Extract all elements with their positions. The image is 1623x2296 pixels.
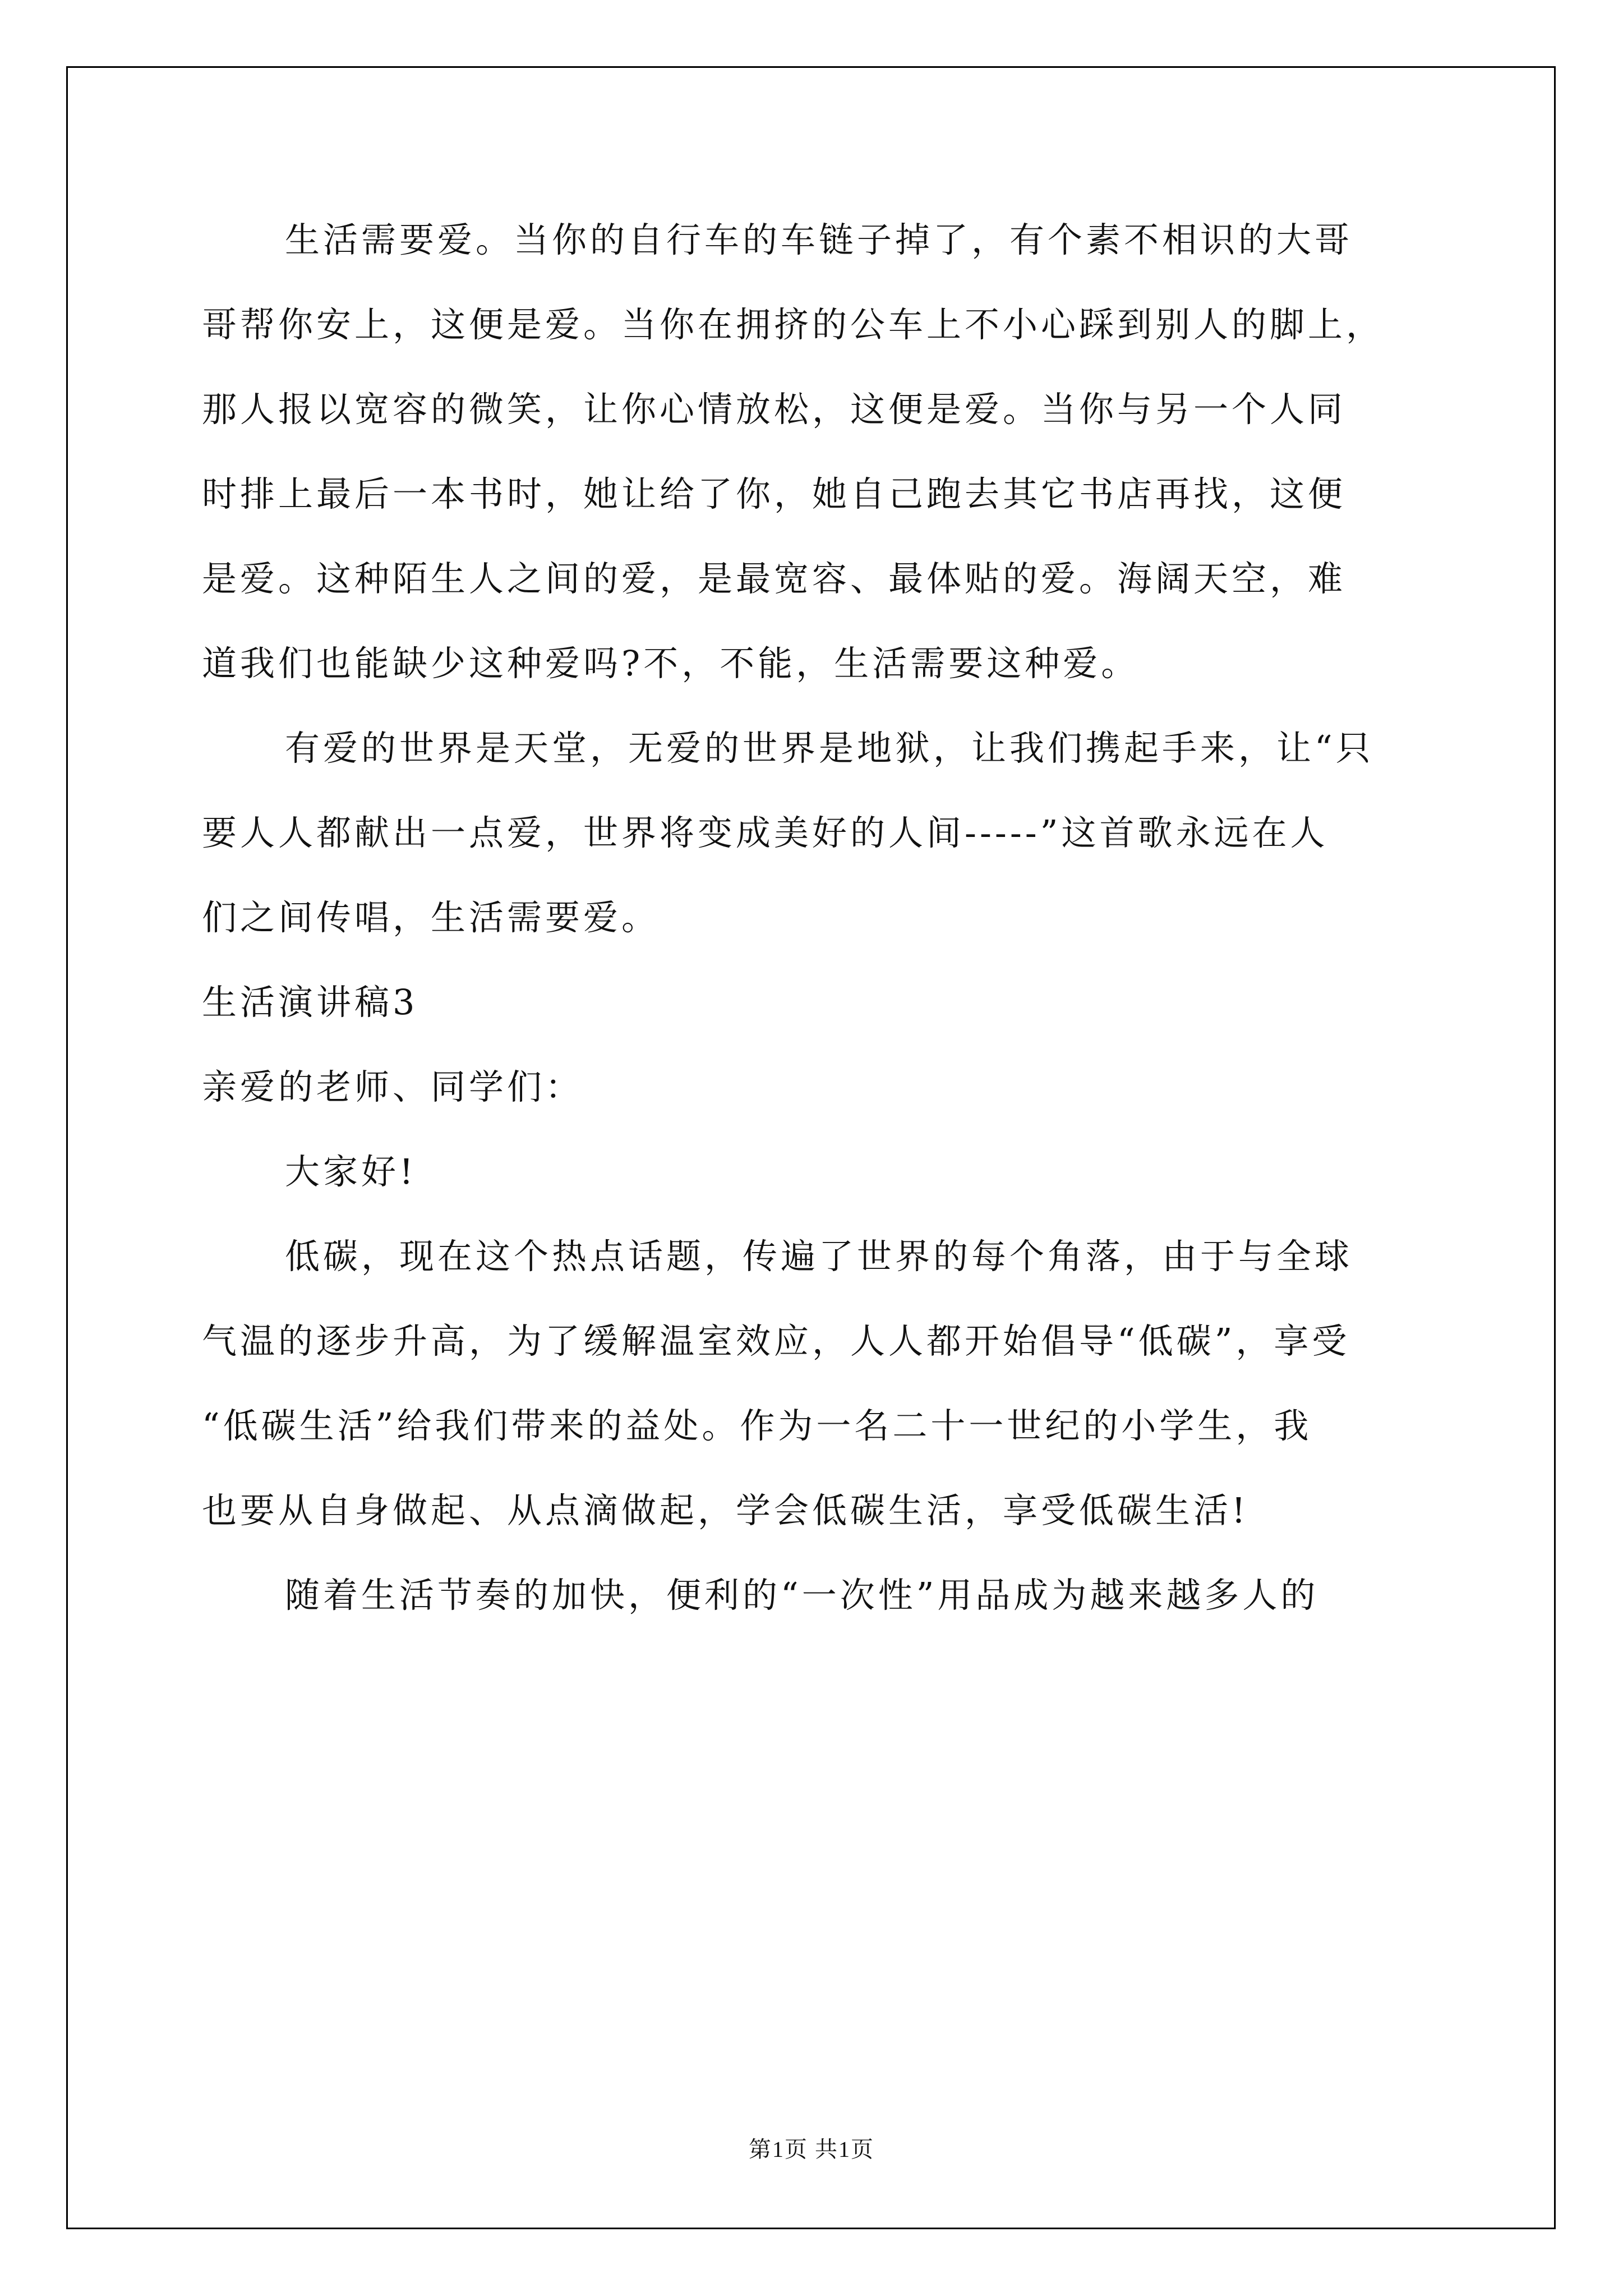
text-line: 们之间传唱，生活需要爱。: [202, 897, 660, 938]
salutation: 亲爱的老师、同学们：: [202, 1066, 584, 1107]
text-line: 生活需要爱。当你的自行车的车链子掉了，有个素不相识的大哥: [285, 219, 1353, 260]
section-heading: 生活演讲稿3: [202, 982, 418, 1023]
text-line: 低碳，现在这个热点话题，传遍了世界的每个角落，由于与全球: [285, 1236, 1353, 1277]
text-line: 哥帮你安上，这便是爱。当你在拥挤的公车上不小心踩到别人的脚上，: [202, 304, 1385, 345]
greeting: 大家好!: [285, 1151, 417, 1192]
text-line: “低碳生活”给我们带来的益处。作为一名二十一世纪的小学生，我: [202, 1405, 1312, 1446]
text-line: 也要从自身做起、从点滴做起，学会低碳生活，享受低碳生活!: [202, 1490, 1249, 1531]
page-footer: 第1页 共1页: [749, 2137, 874, 2162]
text-line: 随着生活节奏的加快，便利的“一次性”用品成为越来越多人的: [285, 1575, 1319, 1616]
text-line: 有爱的世界是天堂，无爱的世界是地狱，让我们携起手来，让“只: [285, 728, 1374, 769]
text-line: 要人人都献出一点爱，世界将变成美好的人间-----”这首歌永远在人: [202, 812, 1329, 853]
text-line: 那人报以宽容的微笑，让你心情放松，这便是爱。当你与另一个人同: [202, 389, 1347, 430]
text-line: 气温的逐步升高，为了缓解温室效应，人人都开始倡导“低碳”，享受: [202, 1320, 1350, 1361]
text-line: 道我们也能缺少这种爱吗?不，不能，生活需要这种爱。: [202, 643, 1140, 684]
text-line: 时排上最后一本书时，她让给了你，她自己跑去其它书店再找，这便: [202, 473, 1347, 514]
text-line: 是爱。这种陌生人之间的爱，是最宽容、最体贴的爱。海阔天空，难: [202, 558, 1347, 599]
